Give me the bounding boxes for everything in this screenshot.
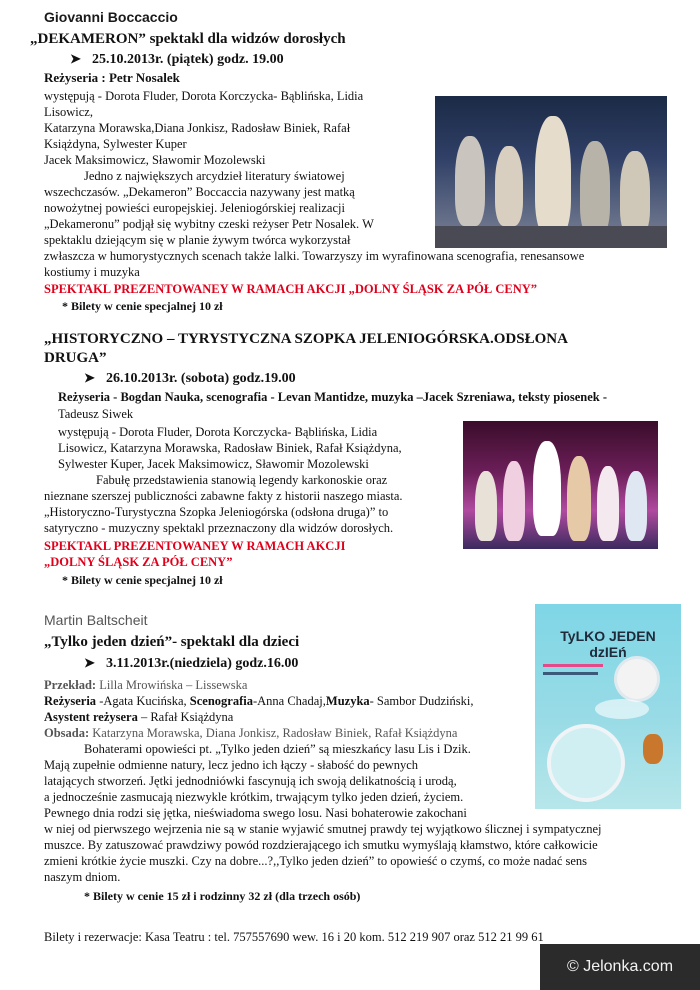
poster-clock-icon [547,724,625,802]
event2-credits-line2: Tadeusz Siwek [58,407,134,421]
event3-line: Mają zupełnie odmienne natury, lecz jedno ich łączy - słabość do pewnych [44,758,419,772]
event1-line: kostiumy i muzyka [44,265,140,279]
event2-line: Lisowicz, Katarzyna Morawska, Radosław Biniek, Rafał Książdyna, [58,441,402,455]
event3-tickets: * Bilety w cenie 15 zł i rodzinny 32 zł (dla trzech osób) [84,889,361,903]
event2-title-line2: DRUGA” [44,350,107,366]
event2-date-row [84,370,296,387]
event1-date: 25.10.2013r. (piątek) godz. 19.00 [92,52,284,67]
event1-title: „DEKAMERON” spektakl dla widzów dorosłych [30,31,346,47]
tylko-jeden-dzien-poster [535,604,681,809]
event3-line: Bohaterami opowieści pt. „Tylko jeden dzień” są mieszkańcy lasu Lis i Dzik. [84,742,471,756]
poster-fly-figure [617,659,657,699]
event3-line: a jednocześnie zasmucają niezwykle krótkim, trwającym tylko jeden dzień, życiem. [44,790,464,804]
event2-line: występują - Dorota Fluder, Dorota Korczycka- Bąblińska, Lidia [58,425,378,439]
footer-contact: Bilety i rezerwacje: Kasa Teatru : tel. 757557690 wew. 16 i 20 kom. 512 219 907 oraz 512 21 99 61 [44,930,544,944]
event2-date: 26.10.2013r. (sobota) godz.19.00 [106,371,296,386]
event3-credits: Reżyseria -Agata Kucińska, Scenografia-Anna Chadaj,Muzyka- Sambor Dudziński, [44,694,474,708]
event2-promo-line2: „DOLNY ŚLĄSK ZA PÓŁ CENY” [44,555,233,569]
event3-date: 3.11.2013r.(niedziela) godz.16.00 [106,656,299,671]
event2-line: satyryczno - muzyczny spektakl przeznaczony dla widzów dorosłych. [44,521,394,535]
event3-title: „Tylko jeden dzień”- spektakl dla dzieci [44,634,300,650]
event2-line: „Historyczno-Turystyczna Szopka Jeleniogórska (odsłona druga)” to [44,505,389,519]
event1-author: Giovanni Boccaccio [44,9,178,25]
event1-line: Lisowicz, [44,105,93,119]
event1-line: zwłaszcza w humorystycznych scenach także lalki. Towarzyszy im wyrafinowana scenografia, renesansowe [44,249,585,263]
event3-cast: Obsada: Katarzyna Morawska, Diana Jonkisz, Radosław Biniek, Rafał Książdyna [44,726,458,740]
event2-line: Fabułę przedstawienia stanowią legendy karkonoskie oraz [96,473,388,487]
event1-line: Książdyna, Sylwester Kuper [44,137,187,151]
arrow-bullet-icon: ➤ [84,655,95,670]
event1-line: Jacek Maksimowicz, Sławomir Mozolewski [44,153,266,167]
event3-line: w niej od pierwszego wejrzenia nie są w stanie wyjawić smutnej prawdy tej wyjątkowo ślicznej i sympatycznej [44,822,602,836]
event3-line: muszce. By zatuszować prawdziwy powód rozdzierającego ich smutku wymyślają kłamstwo, które całkowicie [44,838,598,852]
event2-promo-line1: SPEKTAKL PREZENTOWANEY W RAMACH AKCJI [44,539,346,553]
event1-promo: SPEKTAKL PREZENTOWANEY W RAMACH AKCJI „DOLNY ŚLĄSK ZA PÓŁ CENY” [44,282,538,296]
event1-line: Katarzyna Morawska,Diana Jonkisz, Radosław Biniek, Rafał [44,121,351,135]
event2-tickets: * Bilety w cenie specjalnej 10 zł [62,573,223,587]
watermark [540,944,700,990]
dekameron-stage-photo [435,96,667,248]
event3-translation: Przekład: Lilla Mrowińska – Lissewska [44,678,248,692]
event3-author: Martin Baltscheit [44,612,148,628]
event1-line: wszechczasów. „Dekameron” Boccaccia nazywany jest matką [44,185,355,199]
event1-line: nowożytnej powieści europejskiej. Jeleniogórskiej realizacji [44,201,345,215]
event3-line: naszym dniom. [44,870,121,884]
arrow-bullet-icon: ➤ [84,370,95,385]
event2-credits-line1: Reżyseria - Bogdan Nauka, scenografia - Levan Mantidze, muzyka –Jacek Szreniawa, teksty piosenek - [58,390,608,404]
watermark-text: © Jelonka.com [566,958,674,975]
event2-line: nieznane szerszej publiczności zabawne fakty z historii naszego miasta. [44,489,403,503]
event3-line: latających stworzeń. Jętki jednodniówki fascynują ich swoją delikatnością i urodą, [44,774,457,788]
event2-title-line1: „HISTORYCZNO – TYRYSTYCZNA SZOPKA JELENIOGÓRSKA.ODSŁONA [44,331,568,347]
event3-assistant: Asystent reżysera – Rafał Książdyna [44,710,234,724]
event1-line: „Dekameronu” podjął się wybitny czeski reżyser Petr Nosalek. W [44,217,374,231]
event3-line: zmieni krótkie życie muszki. Czy na dobre...?,,Tylko jeden dzień” to opowieść o czymś, co może nadać sens [44,854,588,868]
arrow-bullet-icon: ➤ [70,51,81,66]
event3-date-row [84,655,298,672]
event1-line: Jedno z największych arcydzieł literatury światowej [84,169,345,183]
poster-fox-figure [643,734,663,764]
event1-tickets: * Bilety w cenie specjalnej 10 zł [62,299,223,313]
event1-line: spektaklu dziejącym się w planie żywym twórca wykorzystał [44,233,351,247]
event2-line: Sylwester Kuper, Jacek Maksimowicz, Sławomir Mozolewski [58,457,369,471]
event1-direction: Reżyseria : Petr Nosalek [44,70,180,85]
event1-date-row [70,51,284,68]
poster-title: TyLKO JEDEN dzIEń [560,628,656,660]
event1-line: występują - Dorota Fluder, Dorota Korczycka- Bąblińska, Lidia [44,89,364,103]
szopka-stage-photo [463,421,658,549]
event3-line: Pewnego dnia rodzi się jętka, nieświadoma swego losu. Nasi bohaterowie zakochani [44,806,467,820]
